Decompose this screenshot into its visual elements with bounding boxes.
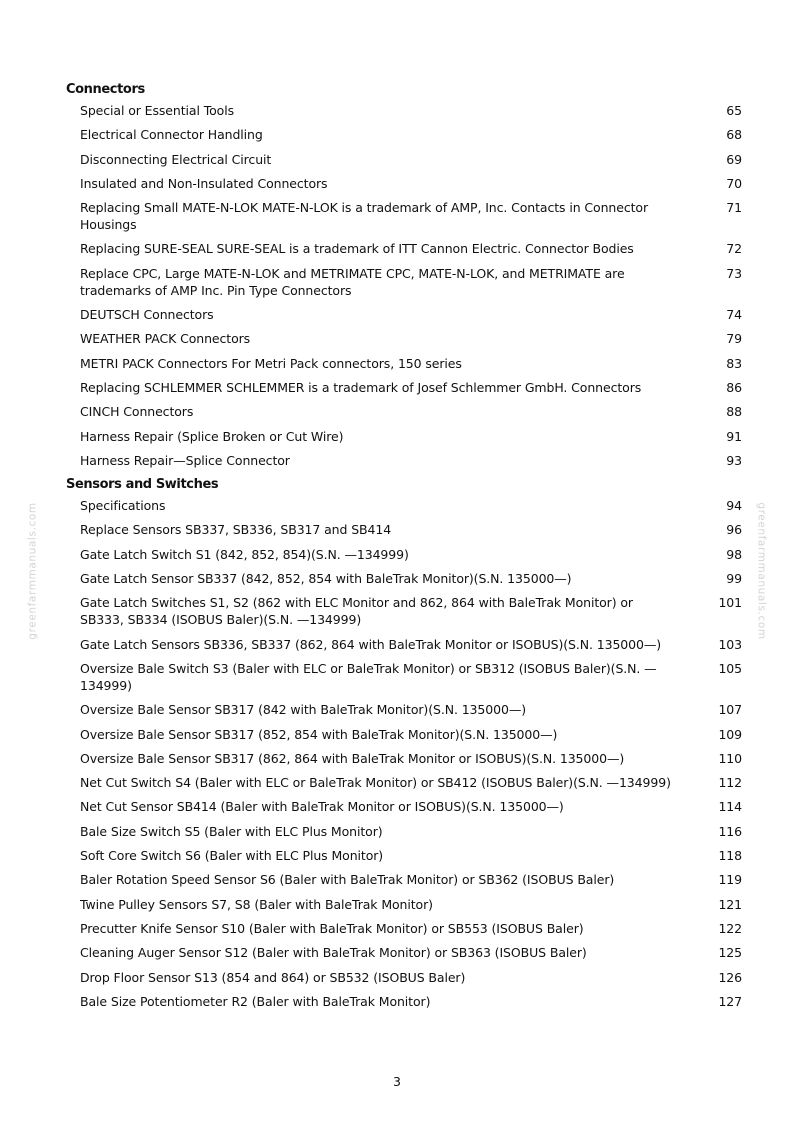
toc-entry-title: Replacing SURE-SEAL SURE-SEAL is a trademark of ITT Cannon Electric. Connector Bodies	[80, 241, 634, 257]
toc-entry[interactable]	[66, 944, 742, 961]
toc-entry-title: Gate Latch Sensors SB336, SB337 (862, 864 with BaleTrak Monitor or ISOBUS)(S.N. 135000—)	[80, 636, 662, 652]
toc-entry[interactable]	[66, 126, 742, 143]
toc-entry-page: 83	[726, 355, 742, 371]
toc-entry-title: Twine Pulley Sensors S7, S8 (Baler with BaleTrak Monitor)	[80, 896, 433, 912]
toc-entry-page: 125	[718, 945, 742, 961]
toc-entry-title: METRI PACK Connectors For Metri Pack connectors, 150 series	[80, 355, 462, 371]
toc-entry-page: 118	[718, 848, 742, 864]
toc-entry[interactable]	[66, 701, 742, 718]
toc-entry[interactable]	[66, 265, 742, 299]
toc-entry-page: 69	[726, 151, 742, 167]
toc-entry[interactable]	[66, 636, 742, 653]
toc-entry-title: Precutter Knife Sensor S10 (Baler with BaleTrak Monitor) or SB553 (ISOBUS Baler)	[80, 920, 584, 936]
toc-entry-title: Bale Size Potentiometer R2 (Baler with BaleTrak Monitor)	[80, 993, 431, 1009]
toc-entry-title: Disconnecting Electrical Circuit	[80, 151, 272, 167]
toc-entry-title: Oversize Bale Switch S3 (Baler with ELC or BaleTrak Monitor) or SB312 (ISOBUS Baler)(S.N. —134999)	[80, 660, 657, 693]
toc-entry[interactable]	[66, 497, 742, 514]
toc-entry[interactable]	[66, 330, 742, 347]
toc-entry-page: 93	[726, 452, 742, 468]
toc-entry[interactable]	[66, 594, 742, 628]
toc-entry-page: 114	[718, 799, 742, 815]
toc-entry[interactable]	[66, 175, 742, 192]
page-number: 3	[393, 1074, 401, 1089]
toc-entry-page: 109	[718, 726, 742, 742]
toc-entry-page: 94	[726, 498, 742, 514]
toc-entry-title: Replace CPC, Large MATE-N-LOK and METRIMATE CPC, MATE-N-LOK, and METRIMATE are trademarks of AMP Inc. Pin Type Connectors	[80, 265, 625, 298]
toc-entry[interactable]	[66, 750, 742, 767]
toc-entry-page: 112	[718, 775, 742, 791]
toc-entry[interactable]	[66, 871, 742, 888]
toc-entry-title: Soft Core Switch S6 (Baler with ELC Plus Monitor)	[80, 848, 384, 864]
toc-entry[interactable]	[66, 355, 742, 372]
toc-entry-page: 86	[726, 379, 742, 395]
toc-entry[interactable]	[66, 798, 742, 815]
toc-entry-page: 73	[726, 265, 742, 281]
toc-entry-title: Gate Latch Sensor SB337 (842, 852, 854 with BaleTrak Monitor)(S.N. 135000—)	[80, 571, 572, 587]
toc-entry-title: Replace Sensors SB337, SB336, SB317 and SB414	[80, 522, 392, 538]
toc-entry[interactable]	[66, 306, 742, 323]
toc-entry-page: 65	[726, 103, 742, 118]
toc-entry[interactable]	[66, 102, 742, 119]
toc-entry-page: 68	[726, 127, 742, 143]
watermark-left: greenfarmmanuals.com	[26, 502, 39, 640]
toc-entry[interactable]	[66, 240, 742, 257]
table-of-contents	[66, 78, 742, 1017]
toc-entry-title: Oversize Bale Sensor SB317 (842 with BaleTrak Monitor)(S.N. 135000—)	[80, 702, 526, 718]
toc-entry-title: Net Cut Switch S4 (Baler with ELC or BaleTrak Monitor) or SB412 (ISOBUS Baler)(S.N. —134999)	[80, 775, 671, 791]
toc-entry[interactable]	[66, 570, 742, 587]
toc-entry-title: Net Cut Sensor SB414 (Baler with BaleTrak Monitor or ISOBUS)(S.N. 135000—)	[80, 799, 564, 815]
toc-entry[interactable]	[66, 896, 742, 913]
toc-entry-title: WEATHER PACK Connectors	[80, 331, 251, 347]
toc-entry[interactable]	[66, 151, 742, 168]
toc-entry-title: Oversize Bale Sensor SB317 (862, 864 with BaleTrak Monitor or ISOBUS)(S.N. 135000—)	[80, 750, 625, 766]
toc-entry-page: 110	[718, 750, 742, 766]
toc-entry-page: 116	[718, 823, 742, 839]
toc-entry-page: 70	[726, 175, 742, 191]
toc-entry[interactable]	[66, 847, 742, 864]
toc-entry-title: Oversize Bale Sensor SB317 (852, 854 with BaleTrak Monitor)(S.N. 135000—)	[80, 726, 558, 742]
toc-entry-page: 127	[718, 993, 742, 1009]
toc-entry-title: Specifications	[80, 498, 166, 514]
toc-entry[interactable]	[66, 660, 742, 694]
section-heading-connectors: Connectors	[66, 82, 145, 97]
toc-entry-title: Baler Rotation Speed Sensor S6 (Baler with BaleTrak Monitor) or SB362 (ISOBUS Baler)	[80, 872, 615, 888]
toc-entry-page: 122	[718, 920, 742, 936]
toc-entry[interactable]	[66, 823, 742, 840]
toc-entry-page: 103	[718, 636, 742, 652]
toc-entry-title: Harness Repair (Splice Broken or Cut Wire)	[80, 428, 344, 444]
toc-entry-title: Special or Essential Tools	[80, 103, 234, 118]
toc-entry[interactable]	[66, 199, 742, 233]
toc-entry[interactable]	[66, 993, 742, 1010]
toc-entry-page: 119	[718, 872, 742, 888]
toc-entry[interactable]	[66, 428, 742, 445]
toc-entry-title: Electrical Connector Handling	[80, 127, 263, 143]
toc-entry-page: 74	[726, 307, 742, 323]
toc-entry-title: Replacing Small MATE-N-LOK MATE-N-LOK is a trademark of AMP, Inc. Contacts in Connector Housings	[80, 200, 648, 233]
toc-entry-page: 121	[718, 896, 742, 912]
toc-entry[interactable]	[66, 379, 742, 396]
section-heading-sensors-and-switches: Sensors and Switches	[66, 477, 219, 493]
toc-entry[interactable]	[66, 546, 742, 563]
toc-entry[interactable]	[66, 920, 742, 937]
toc-entry[interactable]	[66, 969, 742, 986]
toc-entry-page: 71	[726, 200, 742, 216]
toc-entry-title: CINCH Connectors	[80, 404, 194, 420]
toc-entry-page: 91	[726, 428, 742, 444]
toc-entry[interactable]	[66, 403, 742, 420]
toc-entry[interactable]	[66, 726, 742, 743]
toc-entry-page: 126	[718, 969, 742, 985]
toc-entry-title: Replacing SCHLEMMER SCHLEMMER is a trademark of Josef Schlemmer GmbH. Connectors	[80, 379, 642, 395]
toc-entry-page: 88	[726, 404, 742, 420]
toc-entry[interactable]	[66, 774, 742, 791]
toc-entry[interactable]	[66, 521, 742, 538]
toc-entry-page: 105	[718, 660, 742, 676]
toc-entry[interactable]	[66, 452, 742, 469]
toc-entry-page: 72	[726, 241, 742, 257]
toc-entry-title: Cleaning Auger Sensor S12 (Baler with BaleTrak Monitor) or SB363 (ISOBUS Baler)	[80, 945, 587, 961]
watermark-right: greenfarmmanuals.com	[755, 502, 768, 640]
toc-entry-title: Gate Latch Switches S1, S2 (862 with ELC Monitor and 862, 864 with BaleTrak Monitor) or SB333, SB334 (ISOBUS Baler)(S.N. —134999)	[80, 595, 633, 628]
toc-entry-page: 99	[726, 571, 742, 587]
toc-entry-page: 98	[726, 546, 742, 562]
toc-entry-page: 107	[718, 702, 742, 718]
toc-entry-page: 96	[726, 522, 742, 538]
toc-entry-title: Insulated and Non-Insulated Connectors	[80, 175, 328, 191]
toc-entry-title: DEUTSCH Connectors	[80, 307, 214, 323]
toc-entry-page: 101	[718, 595, 742, 611]
toc-entry-title: Gate Latch Switch S1 (842, 852, 854)(S.N. —134999)	[80, 546, 409, 562]
toc-entry-title: Harness Repair—Splice Connector	[80, 452, 290, 468]
toc-entry-title: Drop Floor Sensor S13 (854 and 864) or SB532 (ISOBUS Baler)	[80, 969, 466, 985]
toc-entry-page: 79	[726, 331, 742, 347]
toc-entry-title: Bale Size Switch S5 (Baler with ELC Plus Monitor)	[80, 823, 383, 839]
